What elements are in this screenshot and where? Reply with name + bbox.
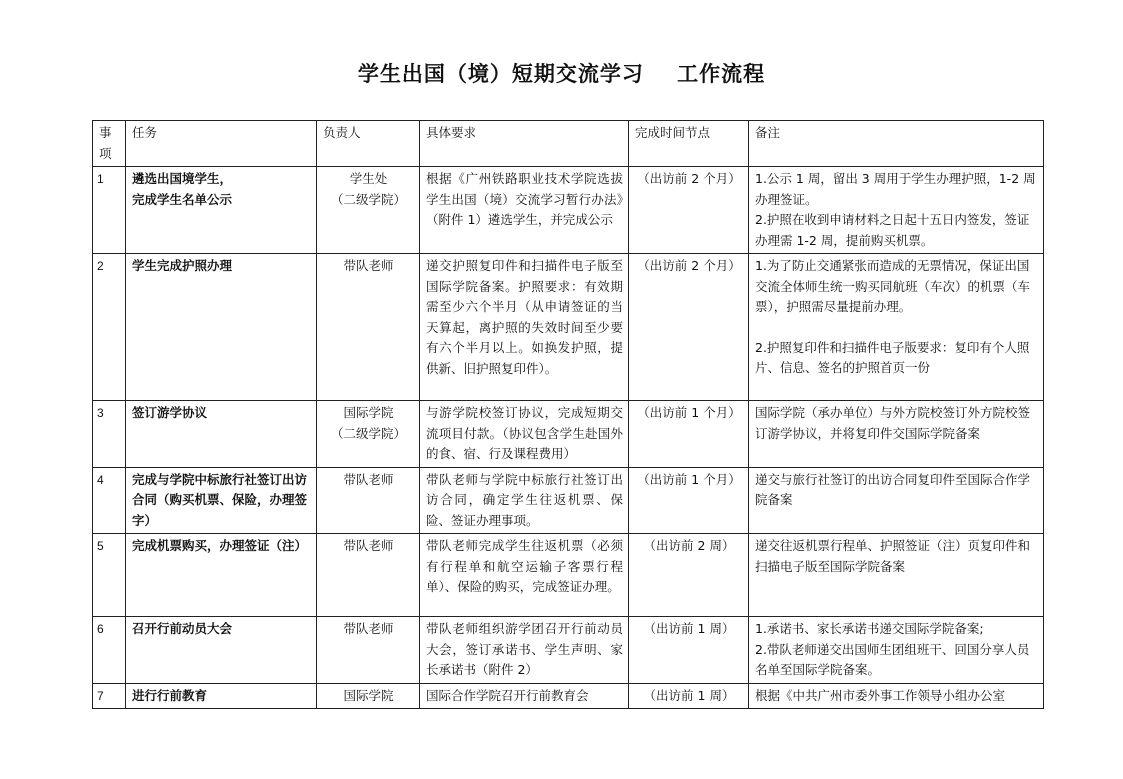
row-owner: 国际学院 （二级学院） xyxy=(317,401,420,468)
document-title: 学生出国（境）短期交流学习 工作流程 xyxy=(357,62,766,86)
table-row xyxy=(93,254,1044,401)
header-time: 完成时间节点 xyxy=(629,121,749,167)
row-number: 2 xyxy=(93,254,126,401)
row-requirement: 递交护照复印件和扫描件电子版至国际学院备案。护照要求：有效期需至少六个半月（从申请签证的当天算起，离护照的失效时间至少要有六个半月以上。如换发护照，提供新、旧护照复印件）。 xyxy=(420,254,629,401)
note-line: 1.公示 1 周，留出 3 周用于学生办理护照，1-2 周办理签证。 xyxy=(755,171,1036,207)
table-row xyxy=(93,534,1044,617)
row-owner: 带队老师 xyxy=(317,534,420,617)
row-note xyxy=(749,467,1044,534)
note-line: 根据《中共广州市委外事工作领导小组办公室 xyxy=(755,687,1006,703)
table-row xyxy=(93,401,1044,468)
row-number: 1 xyxy=(93,167,126,254)
note-line: 递交往返机票行程单、护照签证（注）页复印件和扫描电子版至国际学院备案 xyxy=(755,538,1031,574)
row-time: （出访前 2 个月） xyxy=(629,254,749,401)
table-row xyxy=(93,683,1044,709)
table-row xyxy=(93,617,1044,684)
row-note xyxy=(749,401,1044,468)
row-requirement: 根据《广州铁路职业技术学院选拔学生出国（境）交流学习暂行办法》（附件 1）遴选学生，并完成公示 xyxy=(420,167,629,254)
row-time: （出访前 2 个月） xyxy=(629,167,749,254)
row-task: 进行行前教育 xyxy=(126,683,317,709)
note-line: 2.护照复印件和扫描件电子版要求：复印有个人照片、信息、签名的护照首页一份 xyxy=(755,339,1030,375)
row-requirement: 带队老师完成学生往返机票（必须有行程单和航空运输子客票行程单）、保险的购买，完成签证办理。 xyxy=(420,534,629,617)
row-owner: 带队老师 xyxy=(317,467,420,534)
row-note xyxy=(749,617,1044,684)
row-task: 遴选出国境学生， 完成学生名单公示 xyxy=(126,167,317,254)
row-requirement: 带队老师组织游学团召开行前动员大会，签订承诺书、学生声明、家长承诺书（附件 2） xyxy=(420,617,629,684)
note-line: 国际学院（承办单位）与外方院校签订外方院校签订游学协议，并将复印件交国际学院备案 xyxy=(755,405,1031,441)
row-time: （出访前 2 周） xyxy=(629,534,749,617)
row-number: 7 xyxy=(93,683,126,709)
row-number: 5 xyxy=(93,534,126,617)
note-line xyxy=(755,318,1038,338)
row-owner: 国际学院 xyxy=(317,683,420,709)
row-note xyxy=(749,254,1044,401)
row-task: 完成机票购买，办理签证（注） xyxy=(126,534,317,617)
table-row xyxy=(93,167,1044,254)
header-task: 任务 xyxy=(126,121,317,167)
row-note xyxy=(749,167,1044,254)
row-note xyxy=(749,534,1044,617)
row-task: 签订游学协议 xyxy=(126,401,317,468)
row-time: （出访前 1 个月） xyxy=(629,467,749,534)
header-owner: 负责人 xyxy=(317,121,420,167)
row-task: 召开行前动员大会 xyxy=(126,617,317,684)
table-row xyxy=(93,467,1044,534)
row-requirement: 与游学院校签订协议，完成短期交流项目付款。（协议包含学生赴国外的食、宿、行及课程费用） xyxy=(420,401,629,468)
note-line: 2.带队老师递交出国师生团组班干、回国分享人员名单至国际学院备案。 xyxy=(755,641,1030,677)
note-line: 1.承诺书、家长承诺书递交国际学院备案; xyxy=(755,621,984,636)
note-line: 1.为了防止交通紧张而造成的无票情况，保证出国交流全体师生统一购买同航班（车次）的机票（车票），护照需尽量提前办理。 xyxy=(755,258,1031,314)
row-note xyxy=(749,683,1044,709)
workflow-table xyxy=(92,120,1044,709)
row-number: 4 xyxy=(93,467,126,534)
row-time: （出访前 1 周） xyxy=(629,683,749,709)
row-requirement: 国际合作学院召开行前教育会 xyxy=(420,683,629,709)
row-owner: 带队老师 xyxy=(317,254,420,401)
row-requirement: 带队老师与学院中标旅行社签订出访合同，确定学生往返机票、保险、签证办理事项。 xyxy=(420,467,629,534)
note-line: 2.护照在收到申请材料之日起十五日内签发，签证办理需 1-2 周，提前购买机票。 xyxy=(755,212,1030,248)
table-header-row xyxy=(93,121,1044,167)
row-owner: 学生处 （二级学院） xyxy=(317,167,420,254)
row-time: （出访前 1 周） xyxy=(629,617,749,684)
row-time: （出访前 1 个月） xyxy=(629,401,749,468)
note-line: 递交与旅行社签订的出访合同复印件至国际合作学院备案 xyxy=(755,471,1031,507)
row-task: 完成与学院中标旅行社签订出访合同（购买机票、保险，办理签字） xyxy=(126,467,317,534)
header-note: 备注 xyxy=(749,121,1044,167)
row-number: 6 xyxy=(93,617,126,684)
header-requirement: 具体要求 xyxy=(420,121,629,167)
row-task: 学生完成护照办理 xyxy=(126,254,317,401)
row-owner: 带队老师 xyxy=(317,617,420,684)
row-number: 3 xyxy=(93,401,126,468)
header-num: 事项 xyxy=(93,121,126,167)
